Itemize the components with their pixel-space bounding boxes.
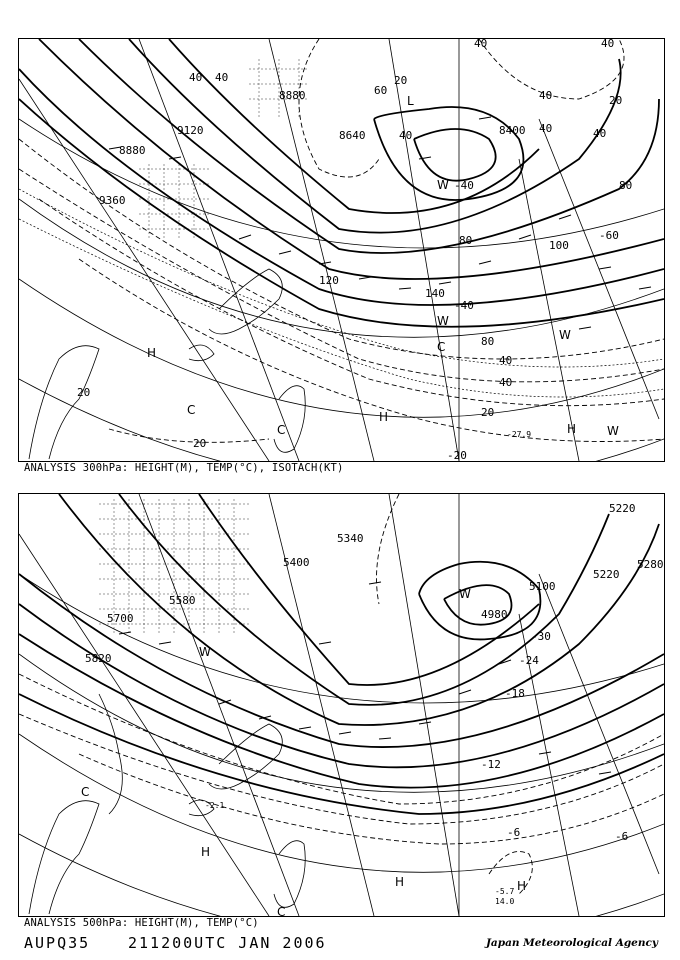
height-label: 9120 [177, 124, 204, 137]
height-label: 5580 [169, 594, 196, 607]
map-300hpa-svg [19, 39, 664, 461]
isotach-label: 80 [619, 179, 633, 192]
isotach-label: 20 [193, 437, 207, 450]
temperature-label: -40 [454, 299, 474, 312]
warm-center-marker: W [607, 424, 619, 438]
height-label: 5100 [529, 580, 556, 593]
map-panel-300hpa [18, 38, 665, 462]
cold-center-marker: C [187, 403, 196, 417]
warm-center-marker: W [199, 645, 211, 659]
isotach-label: 40 [499, 376, 513, 389]
map-500hpa-svg [19, 494, 664, 916]
height-label: 8640 [339, 129, 366, 142]
isotach-label: 40 [399, 129, 413, 142]
high-center-marker: H [379, 410, 389, 424]
low-center-marker: L [407, 94, 414, 108]
isotach-label: 40 [539, 122, 553, 135]
temperature-label: -6 [615, 830, 629, 843]
chart-code: AUPQ35 [24, 934, 91, 952]
station-value: 14.0 [495, 897, 515, 906]
warm-center-marker: W [559, 328, 571, 342]
height-label: 9360 [99, 194, 126, 207]
temperature-label: -20 [447, 449, 467, 461]
height-label: 5220 [609, 502, 636, 515]
height-label: 5820 [85, 652, 112, 665]
height-label: 5220 [593, 568, 620, 581]
temperature-contours [19, 494, 664, 894]
isotach-label: 20 [609, 94, 623, 107]
warm-center-marker: W [459, 587, 471, 601]
hatched-region [139, 59, 309, 239]
isotach-label: 120 [319, 274, 339, 287]
agency-name: Japan Meteorological Agency [485, 937, 658, 949]
cold-center-marker: C [277, 905, 286, 916]
cold-center-marker: C [81, 785, 90, 799]
graticule-parallels [19, 119, 664, 461]
cold-center-marker: C [437, 340, 446, 354]
coastlines [29, 269, 305, 459]
height-label: 5280 [637, 558, 664, 571]
temperature-label: -30 [531, 630, 551, 643]
isotach-label: 100 [549, 239, 569, 252]
isotach-label: 40 [474, 39, 488, 50]
high-center-marker: H [517, 879, 527, 893]
height-label: 8400 [499, 124, 526, 137]
high-center-marker: H [395, 875, 405, 889]
temperature-label: -40 [454, 179, 474, 192]
temperature-label: -18 [505, 687, 525, 700]
isotach-label: 80 [481, 335, 495, 348]
isotach-label: 40 [593, 127, 607, 140]
map-panel-500hpa [18, 493, 665, 917]
isotach-label: 40 [189, 71, 203, 84]
station-value: -27.9 [507, 430, 532, 439]
coastlines [29, 694, 305, 914]
isotach-label: 40 [601, 39, 615, 50]
temperature-label: -60 [599, 229, 619, 242]
isotach-label: 20 [481, 406, 495, 419]
height-label: 8880 [119, 144, 146, 157]
station-value: -2.1 [205, 801, 225, 810]
cold-center-marker: C [277, 423, 286, 437]
isotach-label: 60 [374, 84, 388, 97]
wind-barbs [119, 582, 611, 774]
temperature-contours [19, 189, 664, 397]
warm-center-marker: W [437, 314, 449, 328]
isotach-label: 20 [394, 74, 408, 87]
wind-barbs [109, 117, 651, 329]
height-label: 5400 [283, 556, 310, 569]
temperature-label: -24 [519, 654, 539, 667]
isotach-label: 80 [459, 234, 473, 247]
valid-time: 211200UTC JAN 2006 [128, 934, 327, 952]
temperature-label: -6 [507, 826, 521, 839]
station-value: -5.7 [495, 887, 515, 896]
isotach-label: 40 [499, 354, 513, 367]
high-center-marker: H [201, 845, 211, 859]
temperature-label: -12 [481, 758, 501, 771]
high-center-marker: H [147, 346, 157, 360]
height-label: 5700 [107, 612, 134, 625]
isotach-label: 40 [215, 71, 229, 84]
height-label: 5340 [337, 532, 364, 545]
high-center-marker: H [567, 422, 577, 436]
caption-500hpa: ANALYSIS 500hPa: HEIGHT(M), TEMP(°C) [24, 917, 259, 929]
isotach-label: 140 [425, 287, 445, 300]
isotach-label: 20 [77, 386, 91, 399]
height-label: 8880 [279, 89, 306, 102]
height-label: 4980 [481, 608, 508, 621]
warm-center-marker: W [437, 178, 449, 192]
isotach-label: 40 [539, 89, 553, 102]
caption-300hpa: ANALYSIS 300hPa: HEIGHT(M), TEMP(°C), ISOTACH(KT) [24, 462, 344, 474]
